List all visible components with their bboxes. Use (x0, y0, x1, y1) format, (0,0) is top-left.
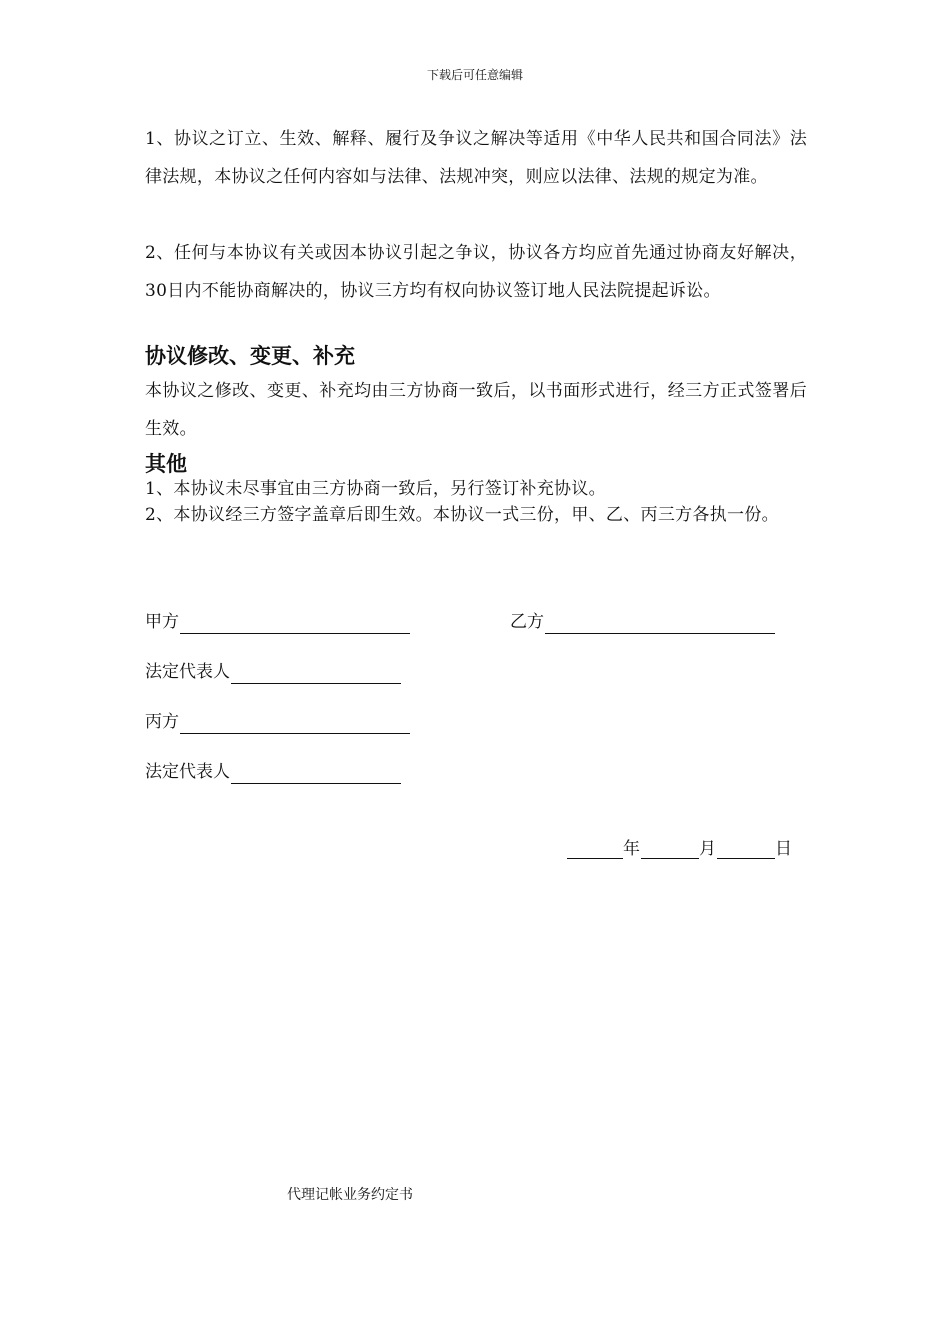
month-blank (641, 840, 699, 859)
party-c-signature-line (180, 715, 410, 734)
legal-rep-1-label: 法定代表人 (145, 662, 230, 682)
section-title-other: 其他 (145, 452, 187, 476)
day-blank (717, 840, 775, 859)
clause-other-2: 2、本协议经三方签字盖章后即生效。本协议一式三份，甲、乙、丙三方各执一份。 (145, 505, 779, 525)
year-label: 年 (623, 839, 640, 859)
clause-other-1: 1、本协议未尽事宜由三方协商一致后，另行签订补充协议。 (145, 479, 606, 499)
party-a-label: 甲方 (145, 612, 179, 632)
party-b-label: 乙方 (510, 612, 544, 632)
signature-party-a (145, 610, 410, 634)
section-title-amend: 协议修改、变更、补充 (145, 344, 355, 368)
signature-legal-rep-1 (145, 660, 401, 684)
month-label: 月 (699, 839, 716, 859)
page-footer-note: 代理记帐业务约定书 (287, 1187, 413, 1203)
signature-legal-rep-2 (145, 760, 401, 784)
legal-rep-1-signature-line (231, 665, 401, 684)
party-c-label: 丙方 (145, 712, 179, 732)
date-line (566, 834, 792, 859)
clause-law-2: 2、任何与本协议有关或因本协议引起之争议，协议各方均应首先通过协商友好解决，30日内不能协商解决的，协议三方均有权向协议签订地人民法院提起诉讼。 (145, 243, 807, 301)
party-b-signature-line (545, 615, 775, 634)
year-blank (567, 840, 623, 859)
signature-party-b (510, 610, 775, 634)
day-label: 日 (775, 839, 792, 859)
legal-rep-2-signature-line (231, 765, 401, 784)
clause-amend: 本协议之修改、变更、补充均由三方协商一致后，以书面形式进行，经三方正式签署后生效。 (145, 381, 807, 439)
legal-rep-2-label: 法定代表人 (145, 762, 230, 782)
signature-party-c (145, 710, 410, 734)
clause-law-1: 1、协议之订立、生效、解释、履行及争议之解决等适用《中华人民共和国合同法》法律法规，本协议之任何内容如与法律、法规冲突，则应以法律、法规的规定为准。 (145, 129, 807, 187)
party-a-signature-line (180, 615, 410, 634)
page-header-note: 下载后可任意编辑 (426, 68, 523, 82)
